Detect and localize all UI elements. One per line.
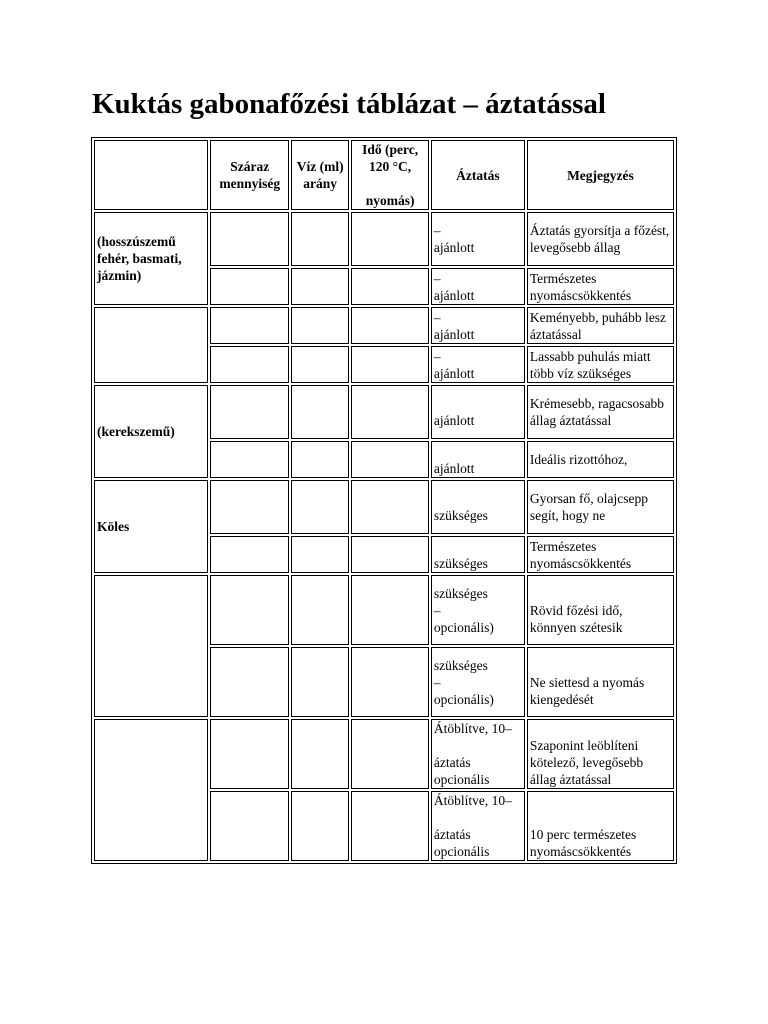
note-cell: Gyorsan fő, olajcsepp segít, hogy ne (527, 480, 674, 534)
grain-name (94, 575, 208, 717)
time-cell (351, 268, 429, 305)
table-row (94, 212, 674, 266)
soak-cell: szükséges – opcionális) (431, 575, 525, 645)
soak-cell: – ajánlott (431, 268, 525, 305)
time-cell (351, 307, 429, 344)
water-ratio-cell (291, 791, 349, 861)
water-ratio-cell (291, 719, 349, 789)
time-cell (351, 791, 429, 861)
dry-amount-cell (210, 791, 289, 861)
table-row (94, 480, 674, 534)
dry-amount-cell (210, 268, 289, 305)
time-cell (351, 212, 429, 266)
soak-cell: ajánlott (431, 385, 525, 439)
dry-amount-cell (210, 536, 289, 573)
note-cell: Áztatás gyorsítja a főzést, levegősebb állag (527, 212, 674, 266)
table-row (94, 385, 674, 439)
water-ratio-cell (291, 480, 349, 534)
note-cell: Ideális rizottóhoz, (527, 441, 674, 478)
time-cell (351, 441, 429, 478)
dry-amount-cell (210, 480, 289, 534)
dry-amount-cell (210, 307, 289, 344)
note-cell: Természetes nyomáscsökkentés (527, 268, 674, 305)
time-cell (351, 480, 429, 534)
dry-amount-cell (210, 575, 289, 645)
note-cell: Rövid főzési idő, könnyen szétesik (527, 575, 674, 645)
page-title: Kuktás gabonafőzési táblázat – áztatással (92, 88, 606, 120)
header-grain (94, 140, 208, 210)
note-cell: Ne siettesd a nyomás kiengedését (527, 647, 674, 717)
soak-cell: szükséges (431, 536, 525, 573)
water-ratio-cell (291, 536, 349, 573)
water-ratio-cell (291, 268, 349, 305)
water-ratio-cell (291, 307, 349, 344)
note-cell: Természetes nyomáscsökkentés (527, 536, 674, 573)
header-note: Megjegyzés (527, 140, 674, 210)
dry-amount-cell (210, 212, 289, 266)
table-row (94, 575, 674, 645)
soak-cell: ajánlott (431, 441, 525, 478)
header-dry-amount: Száraz mennyiség (210, 140, 289, 210)
water-ratio-cell (291, 575, 349, 645)
grain-name: (kerekszemű) (94, 385, 208, 478)
time-cell (351, 385, 429, 439)
dry-amount-cell (210, 385, 289, 439)
time-cell (351, 575, 429, 645)
header-row (94, 140, 674, 210)
note-cell: 10 perc természetes nyomáscsökkentés (527, 791, 674, 861)
soak-cell: – ajánlott (431, 212, 525, 266)
header-time: Idő (perc, 120 °C, nyomás) (351, 140, 429, 210)
note-cell: Krémesebb, ragacsosabb állag áztatással (527, 385, 674, 439)
water-ratio-cell (291, 441, 349, 478)
note-cell: Lassabb puhulás miatt több víz szükséges (527, 346, 674, 383)
time-cell (351, 647, 429, 717)
soak-cell: – ajánlott (431, 307, 525, 344)
header-soaking: Áztatás (431, 140, 525, 210)
grain-name (94, 307, 208, 383)
cooking-table (91, 137, 677, 864)
dry-amount-cell (210, 346, 289, 383)
table-row (94, 307, 674, 344)
water-ratio-cell (291, 346, 349, 383)
table-row (94, 719, 674, 789)
time-cell (351, 719, 429, 789)
water-ratio-cell (291, 212, 349, 266)
dry-amount-cell (210, 441, 289, 478)
time-cell (351, 346, 429, 383)
grain-name (94, 719, 208, 861)
soak-cell: Átöblítve, 10– áztatás opcionális (431, 719, 525, 789)
grain-name: Köles (94, 480, 208, 573)
header-water-ratio: Víz (ml) arány (291, 140, 349, 210)
note-cell: Keményebb, puhább lesz áztatással (527, 307, 674, 344)
grain-name: (hosszúszemű fehér, basmati, jázmin) (94, 212, 208, 305)
soak-cell: szükséges – opcionális) (431, 647, 525, 717)
dry-amount-cell (210, 719, 289, 789)
time-cell (351, 536, 429, 573)
soak-cell: Átöblítve, 10– áztatás opcionális (431, 791, 525, 861)
water-ratio-cell (291, 647, 349, 717)
note-cell: Szaponint leöblíteni kötelező, levegősebb állag áztatással (527, 719, 674, 789)
dry-amount-cell (210, 647, 289, 717)
water-ratio-cell (291, 385, 349, 439)
soak-cell: szükséges (431, 480, 525, 534)
soak-cell: – ajánlott (431, 346, 525, 383)
